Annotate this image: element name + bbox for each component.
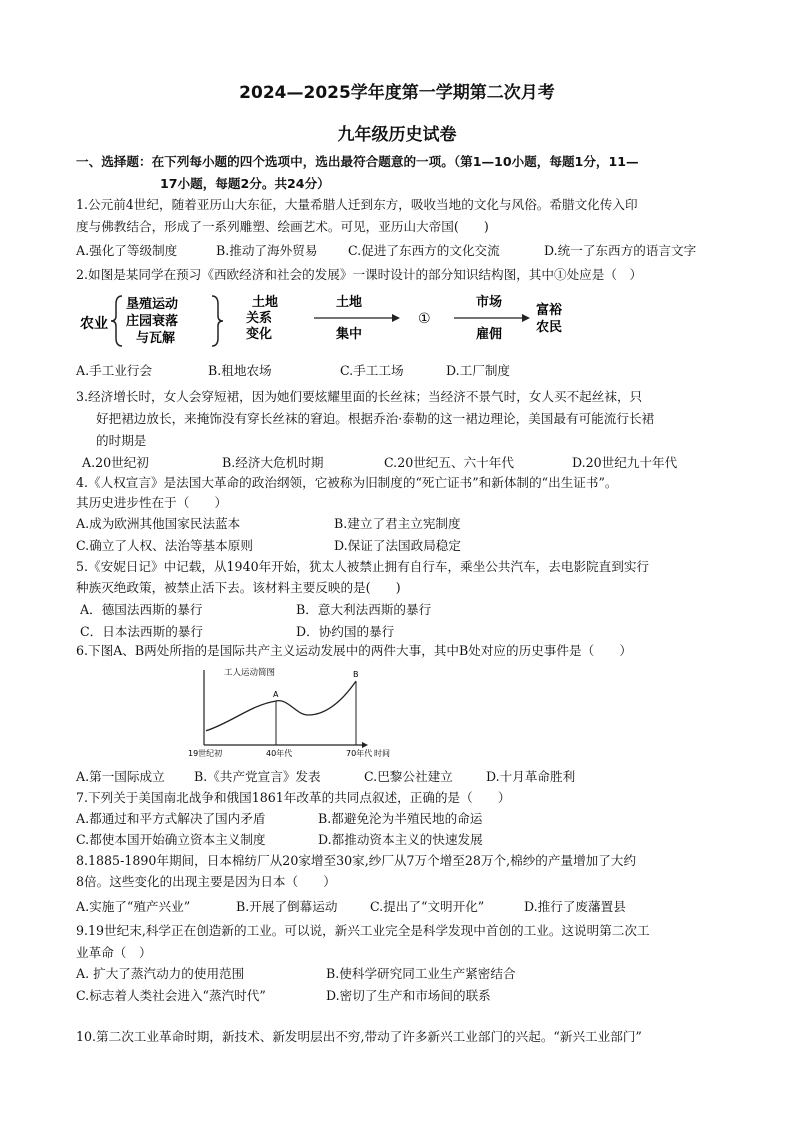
q5-option-a: A．德国法西斯的暴行 — [80, 602, 203, 617]
right-brace — [212, 296, 223, 346]
q10-stem-line1: 10.第二次工业革命时期，新技术、新发明层出不穷,带动了许多新兴工业部门的兴起。“新兴工业部门” — [76, 1029, 642, 1044]
q7-stem-line1: 7.下列关于美国南北战争和俄国1861年改革的共同点叙述，正确的是（ ） — [76, 790, 511, 805]
q9-stem-line1: 9.19世纪末,科学正在创造新的工业。可以说，新兴工业完全是科学发现中首创的工业。这说明第二次工 — [76, 923, 650, 938]
q4-stem-line2: 其历史进步性在于（ ） — [76, 495, 228, 510]
labor-movement-chart — [184, 662, 394, 758]
q7-option-a: A.都通过和平方式解决了国内矛盾 — [76, 811, 266, 826]
q7-option-b: B.都避免沦为半殖民地的命运 — [318, 811, 483, 826]
brace-item-3: 与瓦解 — [136, 331, 176, 346]
q4-stem-line1: 4.《人权宣言》是法国大革命的政治纲领，它被称为旧制度的“死亡证书”和新体制的“出生证书”。 — [76, 475, 618, 490]
q8-option-b: B.开展了倒幕运动 — [236, 899, 338, 914]
q6-option-d: D.十月革命胜利 — [486, 769, 576, 784]
result-line-1: 富裕 — [536, 303, 563, 318]
q2-option-d: D.工厂制度 — [446, 363, 511, 378]
q4-option-b: B.建立了君主立宪制度 — [334, 516, 461, 531]
arrow1-top-label: 土地 — [336, 295, 363, 310]
q5-stem-line2: 种族灭绝政策，被禁止活下去。该材料主要反映的是( ) — [76, 580, 401, 595]
q1-stem-line2: 度与佛教结合，形成了一系列雕塑、绘画艺术。可见，亚历山大帝国( ) — [76, 219, 489, 234]
arrow2-bottom-label: 雇佣 — [476, 327, 503, 342]
chart-x-arrow — [362, 742, 368, 748]
q7-option-d: D.都推动资本主义的快速发展 — [318, 832, 483, 847]
exam-subtitle: 九年级历史试卷 — [337, 125, 457, 145]
q5-option-d: D．协约国的暴行 — [296, 624, 395, 639]
brace-item-2: 庄园衰落 — [126, 314, 179, 329]
point-label-b: B — [353, 670, 359, 680]
q3-stem-line2: 好把裙边放长，来掩饰没有穿长丝袜的窘迫。根据乔治·泰勒的这一裙边理论，美国最有可能流行长裙 — [96, 411, 655, 426]
x-tick-label: 19世纪初 — [188, 749, 223, 758]
q9-option-b: B.使科学研究同工业生产紧密结合 — [326, 966, 516, 981]
q3-option-a: A.20世纪初 — [82, 455, 149, 470]
chart-title: 工人运动简图 — [224, 668, 276, 678]
q1-stem-line1: 1.公元前4世纪，随着亚历山大东征，大量希腊人迁到东方，吸收当地的文化与风俗。希腊文化传入印 — [76, 197, 638, 212]
q9-option-a: A. 扩大了蒸汽动力的使用范围 — [76, 966, 245, 981]
arrow2-top-label: 市场 — [476, 295, 503, 310]
q8-stem-line1: 8.1885-1890年期间，日本棉纺厂从20家增至30家,纱厂从7万个增至28万个,棉纱的产量增加了大约 — [76, 853, 637, 868]
q8-stem-line2: 8倍。这些变化的出现主要是因为日本（ ） — [76, 874, 336, 889]
exam-title: 2024—2025学年度第一学期第二次月考 — [239, 83, 555, 103]
q8-option-d: D.推行了废藩置县 — [524, 899, 626, 914]
q3-stem-line3: 的时期是 — [96, 433, 147, 448]
q8-option-a: A.实施了“殖产兴业” — [76, 899, 191, 914]
q4-option-a: A.成为欧洲其他国家民法蓝本 — [76, 516, 241, 531]
q4-option-c: C.确立了人权、法治等基本原则 — [76, 538, 253, 553]
q2-stem-line1: 2.如图是某同学在预习《西欧经济和社会的发展》一课时设计的部分知识结构图，其中①处应是（ ） — [76, 267, 643, 282]
arrow2-head — [522, 314, 530, 322]
q1-option-d: D.统一了东西方的语言文字 — [544, 243, 697, 258]
section-instructions-line1: 一、选择题：在下列每小题的四个选项中，选出最符合题意的一项。（第1—10小题，每题1分，11— — [76, 154, 639, 169]
change-line-2: 关系 — [246, 311, 273, 326]
point-label-a: A — [273, 689, 279, 699]
section-instructions-line2: 17小题，每题2分。共24分） — [160, 176, 330, 191]
q6-option-a: A.第一国际成立 — [76, 769, 165, 784]
q5-option-c: C．日本法西斯的暴行 — [80, 624, 203, 639]
q9-option-d: D.密切了生产和市场间的联系 — [326, 988, 491, 1003]
q9-stem-line2: 业革命（ ） — [76, 945, 152, 960]
q2-option-b: B.租地农场 — [208, 363, 272, 378]
q6-stem-line1: 6.下图A、B两处所指的是国际共产主义运动发展中的两件大事，其中B处对应的历史事件是（ ） — [76, 643, 632, 658]
result-line-2: 农民 — [536, 320, 563, 335]
q5-stem-line1: 5.《安妮日记》中记载，从1940年开始，犹太人被禁止拥有自行车，乘坐公共汽车，去电影院直到实行 — [76, 559, 650, 574]
q3-stem-line1: 3.经济增长时，女人会穿短裙，因为她们要炫耀里面的长丝袜；当经济不景气时，女人买不起丝袜，只 — [76, 389, 643, 404]
chart-x-axis-label: 时间 — [374, 749, 390, 758]
q7-option-c: C.都使本国开始确立资本主义制度 — [76, 832, 266, 847]
diagram-left-label: 农业 — [80, 316, 108, 332]
change-line-3: 变化 — [246, 327, 273, 342]
series-line — [206, 681, 356, 731]
q8-option-c: C.提出了“文明开化” — [370, 899, 485, 914]
q2-option-c: C.手工工场 — [340, 363, 404, 378]
q1-option-a: A.强化了等级制度 — [76, 243, 178, 258]
q6-option-b: B.《共产党宣言》发表 — [194, 769, 321, 784]
change-line-1: 土地 — [252, 295, 279, 310]
arrow1-bottom-label: 集中 — [336, 327, 363, 342]
q6-option-c: C.巴黎公社建立 — [364, 769, 453, 784]
q3-option-d: D.20世纪九十年代 — [572, 455, 678, 470]
q9-option-c: C.标志着人类社会进入“蒸汽时代” — [76, 988, 266, 1003]
q2-option-a: A.手工业行会 — [76, 363, 153, 378]
x-tick-label: 40年代 — [266, 749, 293, 758]
q3-option-c: C.20世纪五、六十年代 — [384, 455, 514, 470]
q5-option-b: B．意大利法西斯的暴行 — [296, 602, 432, 617]
arrow1-head — [392, 314, 400, 322]
x-tick-label: 70年代 — [346, 749, 373, 758]
q4-option-d: D.保证了法国政局稳定 — [334, 538, 461, 553]
q1-option-c: C.促进了东西方的文化交流 — [348, 243, 500, 258]
knowledge-structure-diagram — [74, 290, 594, 352]
brace-item-1: 垦殖运动 — [126, 297, 179, 312]
q1-option-b: B.推动了海外贸易 — [216, 243, 318, 258]
left-brace — [111, 296, 122, 346]
q3-option-b: B.经济大危机时期 — [222, 455, 324, 470]
blank-marker: ① — [418, 311, 431, 327]
